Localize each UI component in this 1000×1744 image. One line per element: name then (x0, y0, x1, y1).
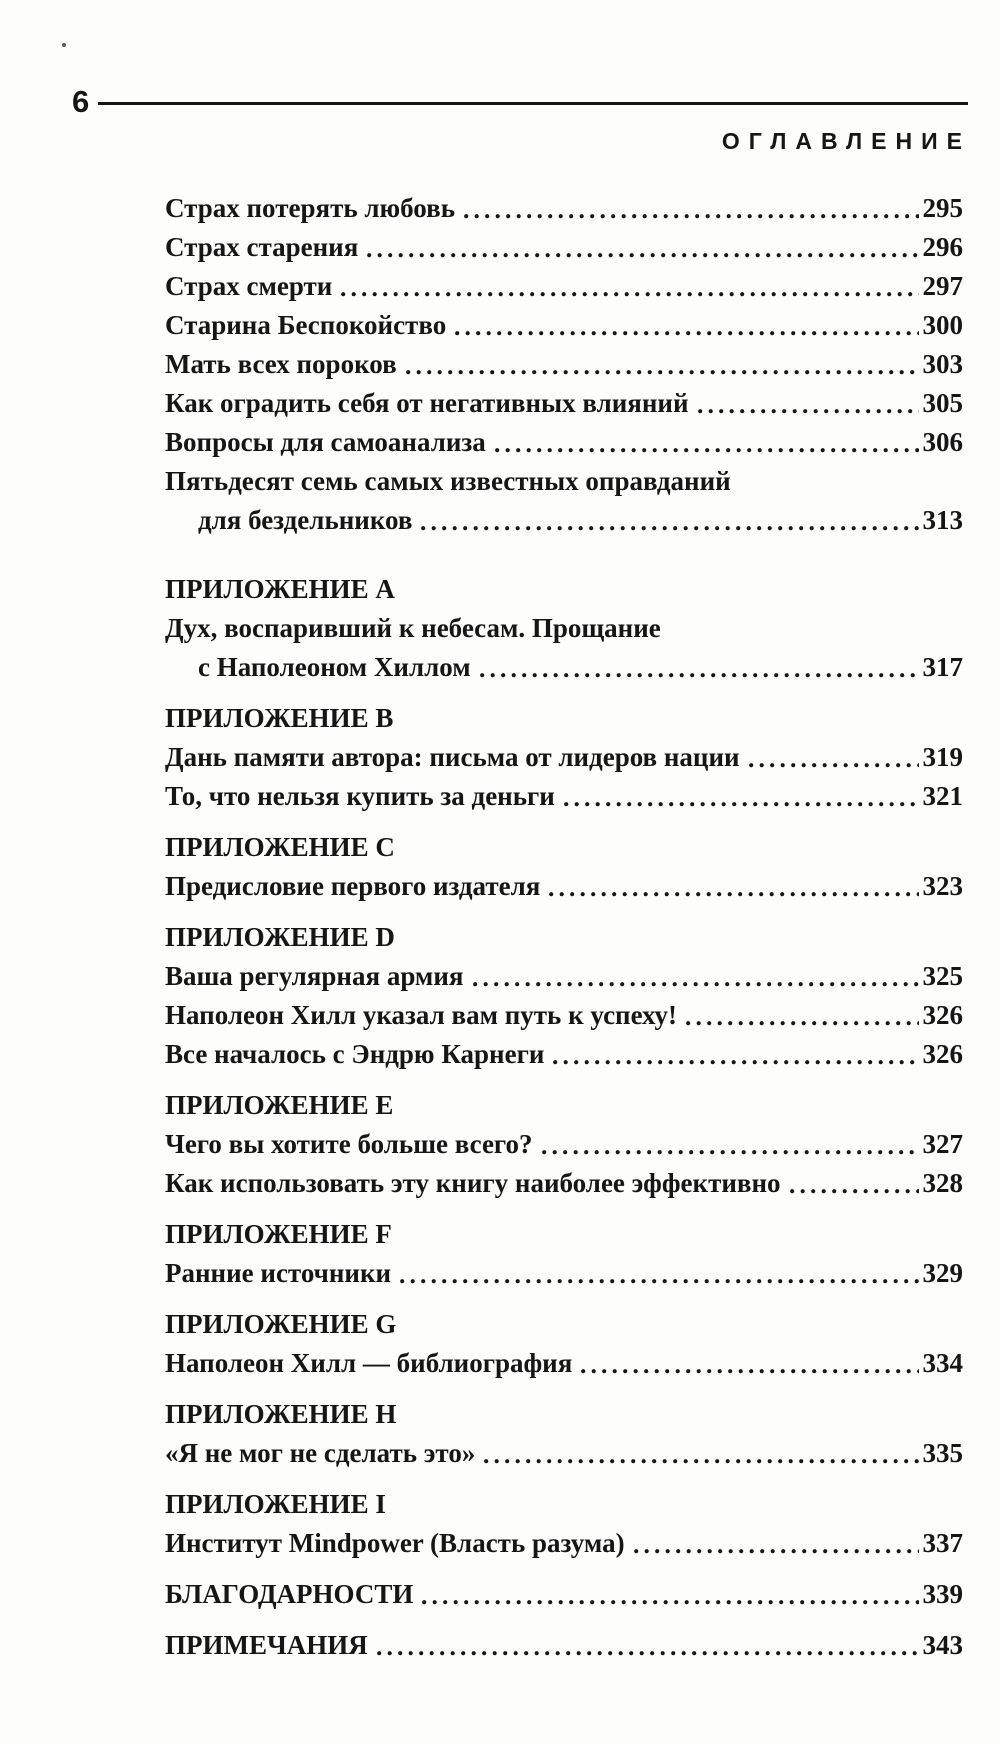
toc-section (165, 570, 963, 687)
dot-leader (790, 1164, 919, 1203)
entry-page-number: 296 (922, 232, 963, 262)
table-of-contents (165, 189, 963, 1665)
appendix-heading: ПРИЛОЖЕНИЕ F (165, 1219, 392, 1249)
entry-page-number: 343 (922, 1630, 963, 1660)
entry-title: Дух, воспаривший к небесам. Прощание (165, 613, 661, 643)
entry-page-number: 313 (922, 505, 963, 535)
page-header (0, 0, 1000, 155)
dot-leader (341, 267, 918, 306)
dot-leader (400, 1254, 918, 1293)
scan-speck (62, 43, 66, 47)
entry-title: Как использовать эту книгу наиболее эффективно (165, 1168, 781, 1198)
toc-entry (165, 462, 963, 501)
dot-leader (464, 189, 919, 228)
running-header: ОГЛАВЛЕНИЕ (721, 128, 971, 154)
header-rule (98, 102, 968, 105)
toc-entry (165, 648, 963, 687)
dot-leader (542, 1125, 919, 1164)
toc-section (165, 699, 963, 816)
dot-leader (686, 996, 918, 1035)
toc-entry (165, 189, 963, 228)
appendix-heading: ПРИЛОЖЕНИЕ B (165, 703, 394, 733)
entry-page-number: 327 (922, 1129, 963, 1159)
entry-title: Страх смерти (165, 271, 333, 301)
entry-page-number: 295 (922, 193, 963, 223)
entry-title: «Я не мог не сделать это» (165, 1438, 476, 1468)
entry-page-number: 328 (922, 1168, 963, 1198)
toc-section (165, 828, 963, 906)
entry-page-number: 305 (922, 388, 963, 418)
toc-entry (165, 777, 963, 816)
toc-entry (165, 609, 963, 648)
dot-leader (495, 423, 919, 462)
dot-leader (564, 777, 919, 816)
entry-page-number: 329 (922, 1258, 963, 1288)
entry-title: Институт Mindpower (Власть разума) (165, 1528, 625, 1558)
toc-entry (165, 1434, 963, 1473)
toc-section (165, 1086, 963, 1203)
toc-entry (165, 1125, 963, 1164)
dot-leader (484, 1434, 918, 1473)
appendix-heading: ПРИЛОЖЕНИЕ E (165, 1090, 394, 1120)
appendix-heading: ПРИЛОЖЕНИЕ G (165, 1309, 397, 1339)
toc-entry (165, 501, 963, 540)
entry-title: для бездельников (198, 505, 413, 535)
dot-leader (749, 738, 919, 777)
entry-title: То, что нельзя купить за деньги (165, 781, 555, 811)
dot-leader (367, 228, 918, 267)
toc-entry (165, 306, 963, 345)
entry-page-number: 326 (922, 1000, 963, 1030)
toc-entry (165, 957, 963, 996)
folio-row (0, 0, 1000, 117)
toc-section (165, 918, 963, 1074)
toc-section (165, 1575, 963, 1614)
page-number: 6 (72, 84, 90, 119)
dot-leader (422, 1575, 918, 1614)
toc-entry (165, 996, 963, 1035)
dot-leader (581, 1344, 918, 1383)
toc-entry (165, 1524, 963, 1563)
appendix-heading: ПРИЛОЖЕНИЕ C (165, 832, 395, 862)
dot-leader (480, 648, 919, 687)
entry-page-number: 335 (922, 1438, 963, 1468)
toc-entry (165, 1035, 963, 1074)
entry-page-number: 317 (922, 652, 963, 682)
entry-title: Пятьдесят семь самых известных оправданий (165, 466, 731, 496)
toc-entry (165, 345, 963, 384)
dot-leader (421, 501, 918, 540)
toc-section (165, 1626, 963, 1665)
dot-leader (406, 345, 919, 384)
toc-entry (165, 1254, 963, 1293)
entry-page-number: 321 (922, 781, 963, 811)
entry-title: Вопросы для самоанализа (165, 427, 486, 457)
entry-page-number: 303 (922, 349, 963, 379)
toc-entry (165, 267, 963, 306)
toc-section (165, 1485, 963, 1563)
entry-title: Наполеон Хилл указал вам путь к успеху! (165, 1000, 678, 1030)
entry-page-number: 323 (922, 871, 963, 901)
entry-page-number: 325 (922, 961, 963, 991)
entry-page-number: 306 (922, 427, 963, 457)
entry-page-number: 334 (922, 1348, 963, 1378)
entry-page-number: 326 (922, 1039, 963, 1069)
dot-leader (549, 867, 918, 906)
toc-entry (165, 738, 963, 777)
entry-title: Старина Беспокойство (165, 310, 447, 340)
entry-title: Ваша регулярная армия (165, 961, 464, 991)
appendix-heading: ПРИЛОЖЕНИЕ I (165, 1489, 386, 1519)
toc-entry (165, 867, 963, 906)
appendix-heading: ПРИЛОЖЕНИЕ H (165, 1399, 397, 1429)
entry-title: Мать всех пороков (165, 349, 397, 379)
dot-leader (553, 1035, 918, 1074)
entry-title: Страх старения (165, 232, 359, 262)
toc-entry (165, 423, 963, 462)
entry-title: Как оградить себя от негативных влияний (165, 388, 689, 418)
entry-title: Чего вы хотите больше всего? (165, 1129, 533, 1159)
toc-section (165, 1215, 963, 1293)
toc-section (165, 1305, 963, 1383)
dot-leader (455, 306, 918, 345)
entry-page-number: 300 (922, 310, 963, 340)
toc-entry (165, 228, 963, 267)
entry-title: БЛАГОДАРНОСТИ (165, 1579, 414, 1609)
entry-title: Все началось с Эндрю Карнеги (165, 1039, 545, 1069)
entry-page-number: 297 (922, 271, 963, 301)
entry-title: с Наполеоном Хиллом (198, 652, 471, 682)
appendix-heading: ПРИЛОЖЕНИЕ A (165, 574, 395, 604)
toc-section (165, 189, 963, 540)
toc-entry (165, 1626, 963, 1665)
dot-leader (634, 1524, 919, 1563)
entry-title: Предисловие первого издателя (165, 871, 541, 901)
toc-entry (165, 384, 963, 423)
entry-title: Страх потерять любовь (165, 193, 455, 223)
entry-title: Ранние источники (165, 1258, 392, 1288)
toc-entry (165, 1164, 963, 1203)
dot-leader (698, 384, 919, 423)
toc-entry (165, 1575, 963, 1614)
dot-leader (377, 1626, 919, 1665)
entry-page-number: 319 (922, 742, 963, 772)
entry-page-number: 339 (922, 1579, 963, 1609)
entry-page-number: 337 (922, 1528, 963, 1558)
appendix-heading: ПРИЛОЖЕНИЕ D (165, 922, 395, 952)
toc-entry (165, 1344, 963, 1383)
entry-title: Наполеон Хилл — библиография (165, 1348, 573, 1378)
entry-title: Дань памяти автора: письма от лидеров нации (165, 742, 740, 772)
dot-leader (473, 957, 919, 996)
toc-section (165, 1395, 963, 1473)
entry-title: ПРИМЕЧАНИЯ (165, 1630, 368, 1660)
